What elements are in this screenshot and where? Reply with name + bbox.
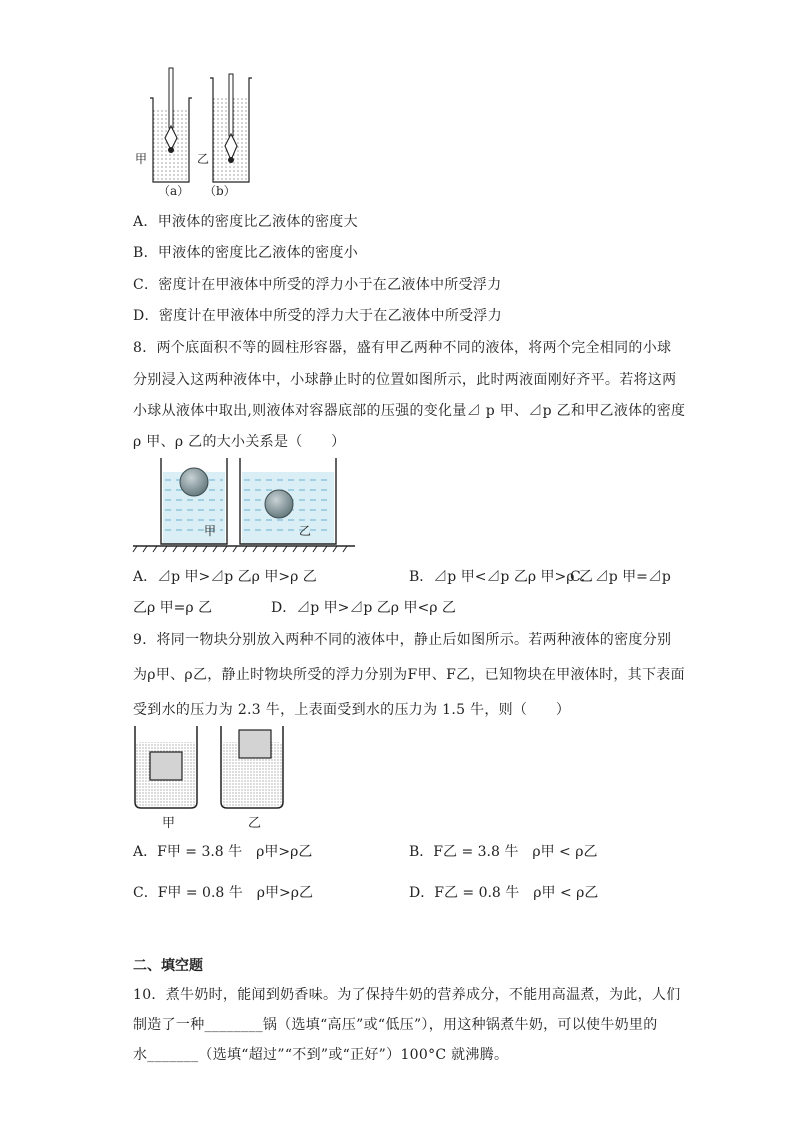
q7-option-c: C．密度计在甲液体中所受的浮力小于在乙液体中所受浮力 <box>133 277 502 293</box>
q9-option-a: A．F甲 = 3.8 牛 ρ甲>ρ乙 <box>133 844 313 860</box>
density-meter-figure <box>133 66 263 206</box>
q8-option-a: A．⊿p 甲>⊿p 乙ρ 甲>ρ 乙 <box>133 569 317 585</box>
fig7-label-jia: 甲 <box>135 152 148 166</box>
q8-text-line3: 小球从液体中取出,则液体对容器底部的压强的变化量⊿ p 甲、⊿p 乙和甲乙液体的密度 <box>133 403 686 419</box>
q8-option-d: D．⊿p 甲>⊿p 乙ρ 甲<ρ 乙 <box>271 600 456 616</box>
q9-option-b: B．F乙 = 3.8 牛 ρ甲 < ρ乙 <box>409 844 598 860</box>
q9-text-line1: 9．将同一物块分别放入两种不同的液体中，静止后如图所示。若两种液体的密度分别 <box>133 632 672 648</box>
fig7-caption-a: （a） <box>158 184 190 198</box>
q9-fig-label-yi: 乙 <box>248 816 262 831</box>
q8-fig-label-yi: 乙 <box>299 524 312 538</box>
floating-block-figure <box>133 726 293 812</box>
q8-text-line4: ρ 甲、ρ 乙的大小关系是（ ） <box>133 434 346 450</box>
q10-text-line2: 制造了一种________锅（选填“高压”或“低压”），用这种锅煮牛奶，可以使牛奶里的 <box>133 1017 658 1033</box>
q10-text-line1: 10．煮牛奶时，能闻到奶香味。为了保持牛奶的营养成分，不能用高温煮，为此，人们 <box>133 987 681 1003</box>
q9-fig-label-jia: 甲 <box>162 816 176 831</box>
q8-option-c-start: C．⊿p 甲=⊿p <box>570 569 671 585</box>
two-containers-figure <box>133 458 358 554</box>
q7-option-b: B．甲液体的密度比乙液体的密度小 <box>133 245 359 261</box>
q10-text-line3: 水_______（选填“超过”“不到”或“正好”）100°C 就沸腾。 <box>133 1047 509 1063</box>
q7-option-a: A．甲液体的密度比乙液体的密度大 <box>133 214 358 230</box>
q7-option-d: D．密度计在甲液体中所受的浮力大于在乙液体中所受浮力 <box>133 308 503 324</box>
q9-text-line2: 为ρ甲、ρ乙，静止时物块所受的浮力分别为F甲、F乙，已知物块在甲液体时，其下表面 <box>133 667 685 683</box>
q8-option-c-end: 乙ρ 甲=ρ 乙 <box>133 600 213 616</box>
q8-text-line2: 分别浸入这两种液体中，小球静止时的位置如图所示，此时两液面刚好齐平。若将这两 <box>133 372 677 388</box>
q9-option-d: D．F乙 = 0.8 牛 ρ甲 < ρ乙 <box>409 885 599 901</box>
section-title-fill-in: 二、填空题 <box>133 958 203 974</box>
q8-fig-label-jia: 甲 <box>204 524 217 538</box>
q9-option-c: C．F甲 = 0.8 牛 ρ甲>ρ乙 <box>133 885 313 901</box>
q9-text-line3: 受到水的压力为 2.3 牛，上表面受到水的压力为 1.5 牛，则（ ） <box>133 702 571 718</box>
q8-text-line1: 8．两个底面积不等的圆柱形容器，盛有甲乙两种不同的液体，将两个完全相同的小球 <box>133 340 672 356</box>
fig7-label-yi: 乙 <box>197 152 210 166</box>
q8-option-b: B．⊿p 甲<⊿p 乙ρ 甲>ρ 乙 <box>409 569 593 585</box>
fig7-caption-b: （b） <box>204 184 236 198</box>
